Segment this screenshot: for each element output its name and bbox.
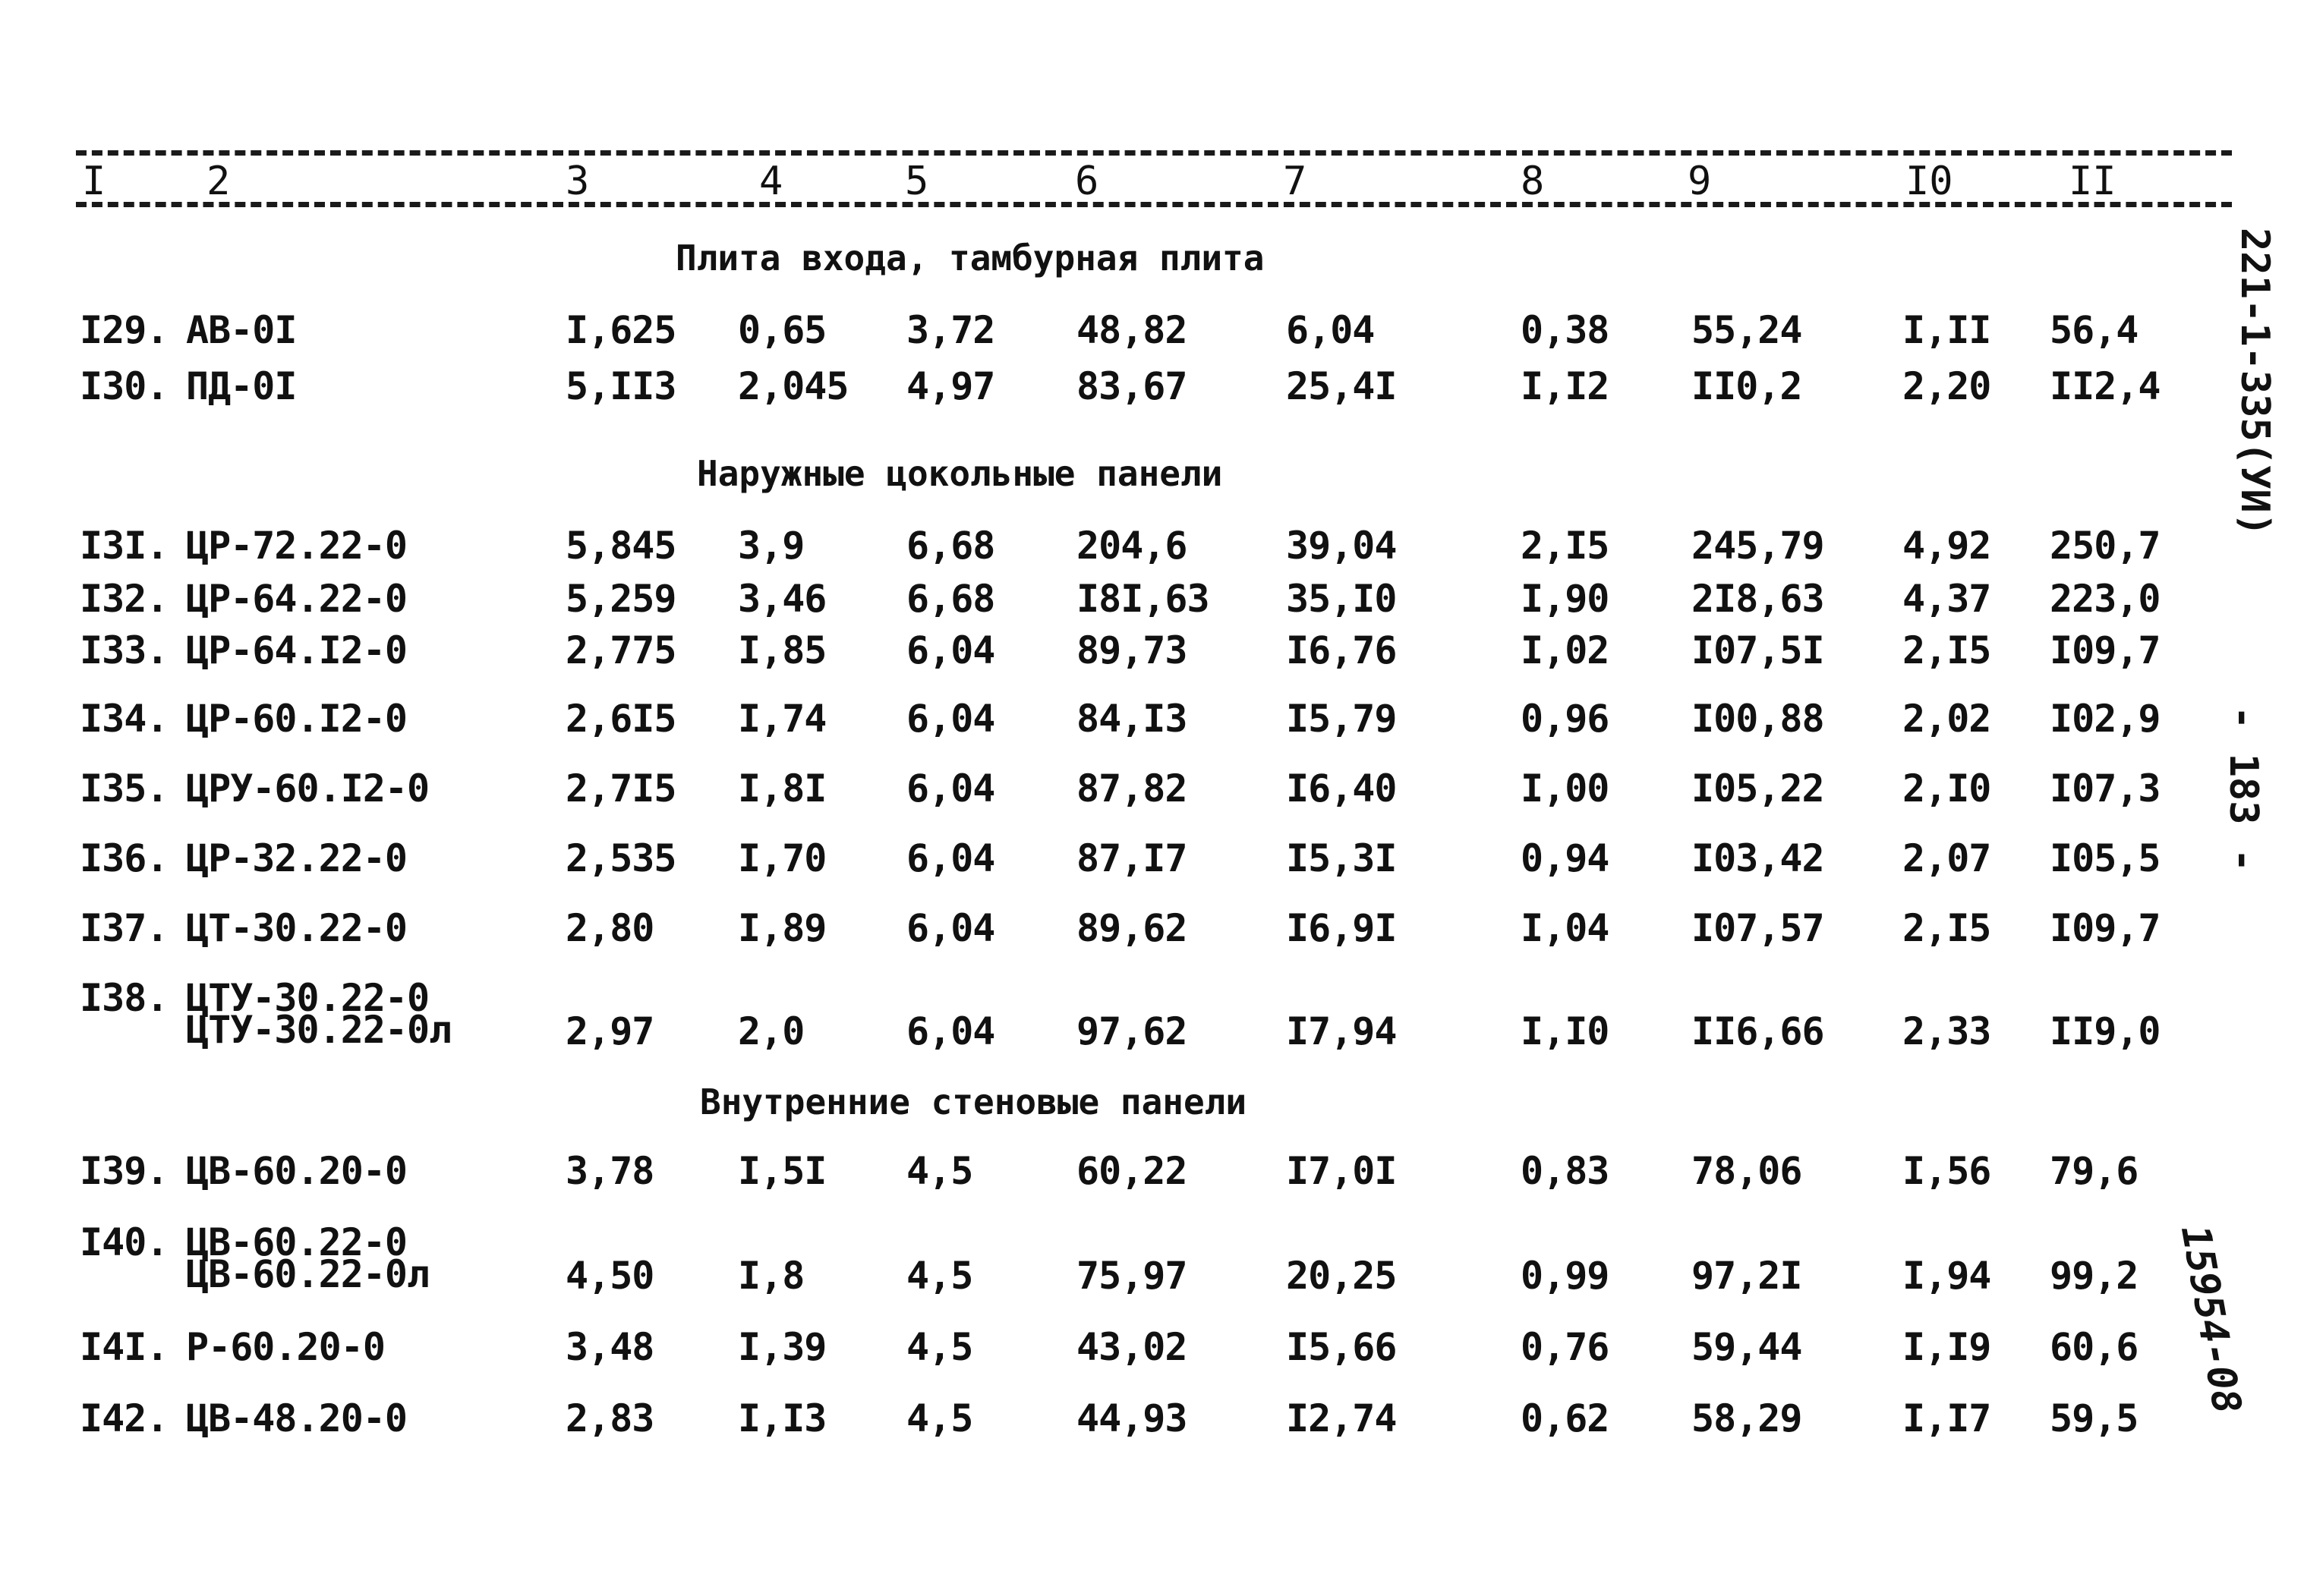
cell-10: 4,37	[1902, 577, 1991, 621]
cell-9: 2I8,63	[1691, 577, 1824, 621]
cell-10: I,94	[1902, 1254, 1991, 1298]
cell-5: 3,72	[906, 308, 995, 352]
cell-3: I,625	[566, 308, 676, 352]
cell-9: 245,79	[1691, 524, 1824, 568]
cell-8: 0,76	[1521, 1325, 1609, 1369]
cell-6: 43,02	[1076, 1325, 1187, 1369]
row-number: I32.	[80, 577, 169, 621]
column-header-7: 7	[1283, 159, 1307, 204]
item-name: ЦР-72.22-0	[186, 524, 408, 568]
cell-6: 89,73	[1076, 628, 1187, 672]
cell-11: 250,7	[2050, 524, 2161, 568]
row-number: I34.	[80, 697, 169, 741]
cell-11: 99,2	[2050, 1254, 2139, 1298]
column-header-8: 8	[1521, 159, 1545, 204]
row-number: I3I.	[80, 524, 169, 568]
cell-7: I5,79	[1286, 697, 1397, 741]
cell-4: 2,045	[738, 364, 849, 408]
cell-5: 6,68	[906, 577, 995, 621]
row-number: I35.	[80, 767, 169, 811]
cell-5: 4,5	[906, 1325, 973, 1369]
cell-9: I00,88	[1691, 697, 1824, 741]
cell-7: I6,9I	[1286, 906, 1397, 950]
item-name-variant: ЦВ-60.22-0л	[186, 1252, 430, 1296]
column-header-10: I0	[1905, 159, 1953, 204]
cell-6: 75,97	[1076, 1254, 1187, 1298]
item-name: ЦР-64.I2-0	[186, 628, 408, 672]
cell-8: 0,38	[1521, 308, 1609, 352]
cell-6: 48,82	[1076, 308, 1187, 352]
cell-3: 5,845	[566, 524, 676, 568]
cell-9: 97,2I	[1691, 1254, 1802, 1298]
cell-4: I,5I	[738, 1149, 827, 1193]
cell-3: 2,535	[566, 836, 676, 880]
cell-7: I5,3I	[1286, 836, 1397, 880]
cell-9: I05,22	[1691, 767, 1824, 811]
cell-10: 2,02	[1902, 697, 1991, 741]
cell-7: I7,94	[1286, 1009, 1397, 1053]
cell-5: 6,68	[906, 524, 995, 568]
cell-8: 0,62	[1521, 1396, 1609, 1440]
item-name: Р-60.20-0	[186, 1325, 385, 1369]
item-name: ЦВ-60.20-0	[186, 1149, 408, 1193]
cell-10: 2,20	[1902, 364, 1991, 408]
column-header-9: 9	[1688, 159, 1712, 204]
cell-10: I,56	[1902, 1149, 1991, 1193]
cell-6: 87,I7	[1076, 836, 1187, 880]
cell-8: 2,I5	[1521, 524, 1609, 568]
row-number: I33.	[80, 628, 169, 672]
cell-4: I,89	[738, 906, 827, 950]
row-number: I39.	[80, 1149, 169, 1193]
cell-3: 3,78	[566, 1149, 654, 1193]
cell-3: 2,6I5	[566, 697, 676, 741]
section-title: Плита входа, тамбурная плита	[676, 238, 1265, 279]
cell-8: I,00	[1521, 767, 1609, 811]
column-header-2: 2	[206, 159, 231, 204]
cell-8: I,04	[1521, 906, 1609, 950]
cell-11: 223,0	[2050, 577, 2161, 621]
cell-10: 2,I5	[1902, 628, 1991, 672]
cell-10: 2,07	[1902, 836, 1991, 880]
cell-8: I,90	[1521, 577, 1609, 621]
section-title: Наружные цокольные панели	[697, 453, 1223, 494]
item-name: ЦРУ-60.I2-0	[186, 767, 430, 811]
cell-6: 83,67	[1076, 364, 1187, 408]
cell-7: 35,I0	[1286, 577, 1397, 621]
cell-10: I,I9	[1902, 1325, 1991, 1369]
cell-3: 2,80	[566, 906, 654, 950]
cell-4: I,I3	[738, 1396, 827, 1440]
cell-3: 5,II3	[566, 364, 676, 408]
cell-3: 3,48	[566, 1325, 654, 1369]
row-number: I37.	[80, 906, 169, 950]
item-name: ЦТ-30.22-0	[186, 906, 408, 950]
cell-10: 2,I5	[1902, 906, 1991, 950]
item-name: ПД-0I	[186, 364, 297, 408]
cell-3: 2,97	[566, 1009, 654, 1053]
cell-5: 6,04	[906, 767, 995, 811]
cell-8: I,I2	[1521, 364, 1609, 408]
series-code-annotation: 221-1-335(УИ)	[2232, 228, 2277, 537]
cell-6: 204,6	[1076, 524, 1187, 568]
column-header-1: I	[82, 159, 106, 204]
cell-9: I07,5I	[1691, 628, 1824, 672]
cell-10: 2,33	[1902, 1009, 1991, 1053]
cell-9: I03,42	[1691, 836, 1824, 880]
cell-7: I6,40	[1286, 767, 1397, 811]
column-header-4: 4	[759, 159, 783, 204]
cell-11: 79,6	[2050, 1149, 2139, 1193]
column-header-3: 3	[566, 159, 590, 204]
cell-7: I7,0I	[1286, 1149, 1397, 1193]
item-name: ЦР-32.22-0	[186, 836, 408, 880]
cell-6: 89,62	[1076, 906, 1187, 950]
item-name: ЦТУ-30.22-0	[186, 976, 430, 1020]
cell-8: 0,96	[1521, 697, 1609, 741]
cell-6: 97,62	[1076, 1009, 1187, 1053]
cell-7: I5,66	[1286, 1325, 1397, 1369]
cell-9: II6,66	[1691, 1009, 1824, 1053]
cell-4: 3,46	[738, 577, 827, 621]
column-header-11: II	[2069, 159, 2116, 204]
cell-4: I,74	[738, 697, 827, 741]
cell-7: I6,76	[1286, 628, 1397, 672]
cell-4: I,8I	[738, 767, 827, 811]
item-name-variant: ЦТУ-30.22-0л	[186, 1008, 452, 1052]
cell-8: 0,94	[1521, 836, 1609, 880]
cell-10: I,II	[1902, 308, 1991, 352]
row-number: I4I.	[80, 1325, 169, 1369]
cell-6: 44,93	[1076, 1396, 1187, 1440]
cell-11: I07,3	[2050, 767, 2161, 811]
cell-5: 6,04	[906, 906, 995, 950]
cell-5: 4,5	[906, 1396, 973, 1440]
item-name: ЦВ-60.22-0	[186, 1220, 408, 1264]
section-title: Внутренние стеновые панели	[700, 1081, 1247, 1122]
row-number: I40.	[80, 1220, 169, 1264]
cell-11: I02,9	[2050, 697, 2161, 741]
row-number: I30.	[80, 364, 169, 408]
cell-8: I,02	[1521, 628, 1609, 672]
cell-4: 3,9	[738, 524, 805, 568]
cell-4: 2,0	[738, 1009, 805, 1053]
cell-5: 4,5	[906, 1149, 973, 1193]
item-name: ЦВ-48.20-0	[186, 1396, 408, 1440]
cell-5: 4,5	[906, 1254, 973, 1298]
cell-8: 0,99	[1521, 1254, 1609, 1298]
cell-9: 78,06	[1691, 1149, 1802, 1193]
cell-11: I09,7	[2050, 906, 2161, 950]
item-name: ЦР-64.22-0	[186, 577, 408, 621]
cell-3: 2,83	[566, 1396, 654, 1440]
cell-5: 6,04	[906, 628, 995, 672]
cell-9: 55,24	[1691, 308, 1802, 352]
page-number-annotation: - 183 -	[2220, 706, 2266, 873]
header-rule-top	[76, 150, 2232, 156]
row-number: I29.	[80, 308, 169, 352]
cell-8: 0,83	[1521, 1149, 1609, 1193]
item-name: ЦР-60.I2-0	[186, 697, 408, 741]
item-name: АВ-0I	[186, 308, 297, 352]
cell-11: 56,4	[2050, 308, 2139, 352]
cell-11: 59,5	[2050, 1396, 2139, 1440]
column-header-6: 6	[1075, 159, 1099, 204]
cell-11: I05,5	[2050, 836, 2161, 880]
cell-3: 4,50	[566, 1254, 654, 1298]
document-number-annotation: 15954-08	[2171, 1222, 2250, 1418]
cell-9: II0,2	[1691, 364, 1802, 408]
cell-5: 6,04	[906, 697, 995, 741]
cell-3: 2,775	[566, 628, 676, 672]
cell-5: 4,97	[906, 364, 995, 408]
cell-10: 4,92	[1902, 524, 1991, 568]
cell-6: 87,82	[1076, 767, 1187, 811]
row-number: I38.	[80, 976, 169, 1020]
cell-6: 84,I3	[1076, 697, 1187, 741]
cell-10: 2,I0	[1902, 767, 1991, 811]
row-number: I36.	[80, 836, 169, 880]
cell-6: I8I,63	[1076, 577, 1209, 621]
cell-11: 60,6	[2050, 1325, 2139, 1369]
cell-9: 59,44	[1691, 1325, 1802, 1369]
cell-7: 6,04	[1286, 308, 1375, 352]
cell-6: 60,22	[1076, 1149, 1187, 1193]
cell-4: I,85	[738, 628, 827, 672]
cell-4: I,8	[738, 1254, 805, 1298]
cell-9: 58,29	[1691, 1396, 1802, 1440]
cell-7: I2,74	[1286, 1396, 1397, 1440]
cell-10: I,I7	[1902, 1396, 1991, 1440]
cell-4: I,39	[738, 1325, 827, 1369]
cell-3: 2,7I5	[566, 767, 676, 811]
cell-11: II9,0	[2050, 1009, 2161, 1053]
cell-4: I,70	[738, 836, 827, 880]
cell-7: 20,25	[1286, 1254, 1397, 1298]
cell-7: 25,4I	[1286, 364, 1397, 408]
cell-11: I09,7	[2050, 628, 2161, 672]
row-number: I42.	[80, 1396, 169, 1440]
cell-9: I07,57	[1691, 906, 1824, 950]
cell-5: 6,04	[906, 836, 995, 880]
cell-8: I,I0	[1521, 1009, 1609, 1053]
cell-5: 6,04	[906, 1009, 995, 1053]
column-header-5: 5	[905, 159, 929, 204]
cell-4: 0,65	[738, 308, 827, 352]
cell-7: 39,04	[1286, 524, 1397, 568]
cell-11: II2,4	[2050, 364, 2161, 408]
cell-3: 5,259	[566, 577, 676, 621]
